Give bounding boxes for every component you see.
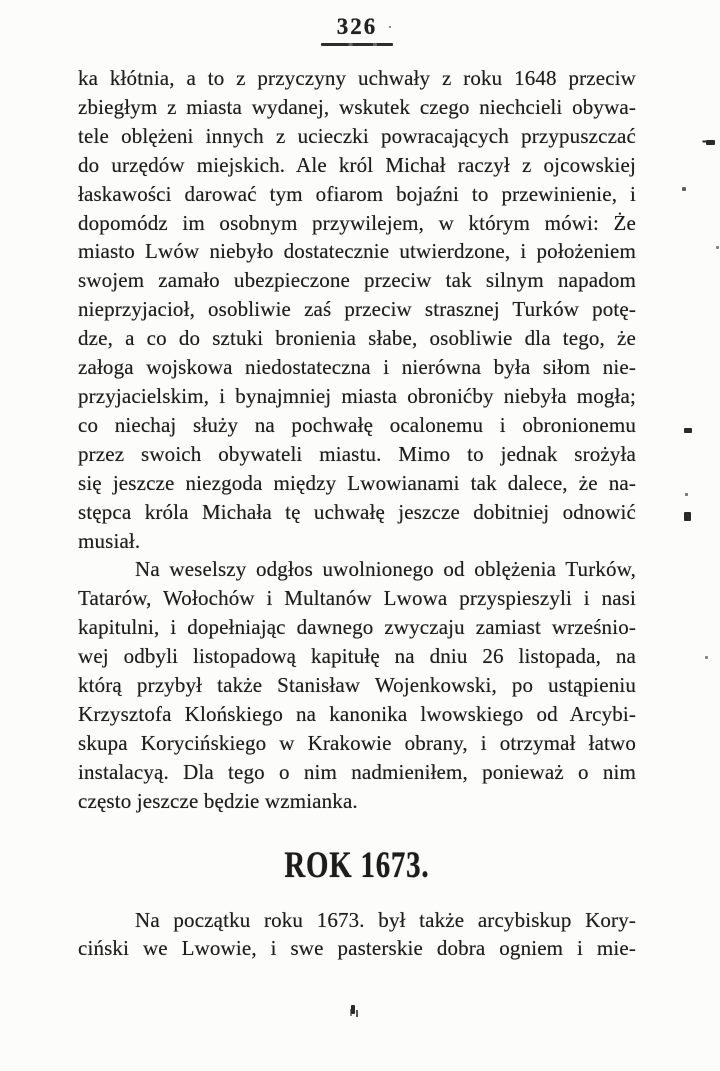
scan-speck — [685, 493, 688, 496]
text-line: musiał. — [78, 528, 141, 553]
scan-speck — [716, 246, 719, 249]
text-line: miasto Lwów niebyło dostatecznie utwierdzone, i położeniem — [78, 239, 636, 264]
text-line: instalacyą. Dla tego o nim nadmieniłem, ponieważ o nim — [78, 759, 636, 784]
text-line: przyjacielskim, i bynajmniej miasta obronićby niebyła mogła; — [78, 383, 636, 408]
text-line: się jeszcze niezgoda między Lwowianami tak dalece, że na- — [78, 470, 636, 495]
text-line: stępca króla Michała tę uchwałę jeszcze dobitniej odnowić — [78, 499, 636, 524]
page-number: 326 — [336, 14, 378, 39]
text-line: dopomódz im osobnym przywilejem, w którym mówi: Że — [78, 210, 636, 235]
scan-speck — [351, 1005, 355, 1014]
text-line: dze, a co do sztuki bronienia słabe, osobliwie dla tego, że — [78, 326, 636, 351]
scan-speck — [684, 428, 692, 433]
section-heading-rok-1673 — [78, 844, 636, 888]
scan-speck — [705, 656, 708, 659]
text-line: załoga wojskowa niedostateczna i nierówna była siłom nie- — [78, 355, 636, 380]
paragraph-2 — [78, 555, 636, 815]
text-line: Tatarów, Wołochów i Multanów Lwowa przyspieszyli i nasi — [78, 586, 636, 611]
text-line: ciński we Lwowie, i swe pasterskie dobra ogniem i mie- — [78, 936, 636, 961]
section-heading-text: ROK 1673. — [284, 844, 430, 886]
page-header — [78, 14, 636, 46]
paragraph-1 — [78, 64, 636, 555]
text-line: zbiegłym z miasta wydanej, wskutek czego niechcieli obywa- — [78, 94, 636, 119]
paragraph-3 — [78, 906, 636, 964]
page-number-rule — [321, 43, 393, 46]
text-line: łaskawości darować tym ofiarom bojaźni to przewinienie, i — [78, 181, 636, 206]
text-line: ka kłótnia, a to z przyczyny uchwały z roku 1648 przeciw — [78, 66, 636, 90]
scan-speck — [389, 26, 391, 28]
text-line: Na weselszy odgłos uwolnionego od oblężenia Turków, — [135, 557, 636, 582]
scan-speck — [706, 140, 715, 145]
text-line: Krzysztofa Klońskiego na kanonika lwowskiego od Arcybi- — [78, 701, 636, 726]
text-line: kapitulni, i dopełniając dawnego zwyczaju zamiast wrześnio- — [78, 615, 636, 640]
text-line: do urzędów miejskich. Ale król Michał raczył z ojcowskiej — [78, 152, 636, 177]
text-line: często jeszcze będzie wzmianka. — [78, 788, 358, 813]
text-line: swojem zamało ubezpieczone przeciw tak silnym napadom — [78, 268, 636, 293]
text-line: którą przybył także Stanisław Wojenkowski, po ustąpieniu — [78, 673, 636, 698]
text-line: Na początku roku 1673. był także arcybiskup Kory- — [135, 907, 636, 932]
text-line: nieprzyjacioł, osobliwie zaś przeciw strasznej Turków potę- — [78, 297, 636, 322]
scan-speck — [682, 187, 686, 191]
text-line: co niechaj służy na pochwałę ocalonemu i obronionemu — [78, 412, 636, 437]
scan-speck — [684, 512, 691, 521]
text-line: tele oblężeni innych z ucieczki powracających przypuszczać — [78, 123, 636, 148]
text-line: przez swoich obywateli miastu. Mimo to jednak srożyła — [78, 441, 636, 466]
body-text — [78, 64, 636, 963]
text-line: skupa Korycińskiego w Krakowie obrany, i otrzymał łatwo — [78, 730, 636, 755]
text-line: wej odbyli listopadową kapitułę na dniu 26 listopada, na — [78, 644, 636, 669]
